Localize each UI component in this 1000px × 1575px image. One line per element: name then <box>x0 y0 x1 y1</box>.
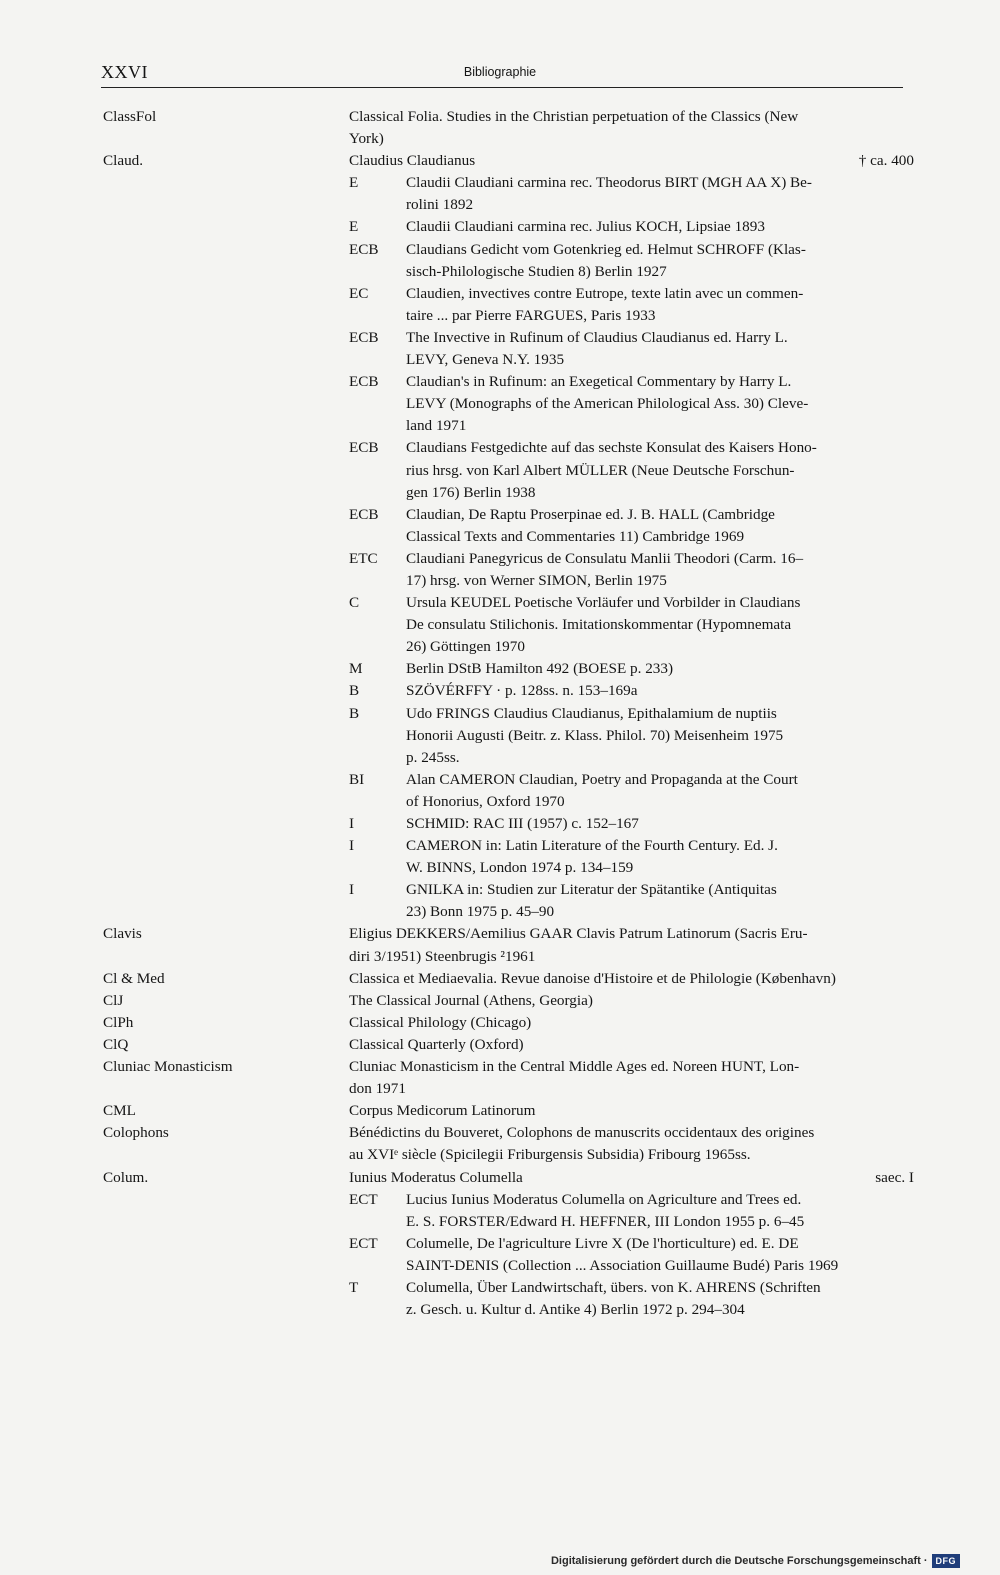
entry-main <box>349 1100 918 1122</box>
sub-entry-code: ECB <box>349 373 379 391</box>
entry-line: The Classical Journal (Athens, Georgia) <box>349 991 593 1009</box>
bib-entry <box>103 923 918 967</box>
entry-main <box>349 1056 918 1100</box>
sub-entry-line: Berlin DStB Hamilton 492 (BOESE p. 233) <box>406 660 674 678</box>
sub-entry-line: Udo FRINGS Claudius Claudianus, Epithalamium de nuptiis <box>406 704 777 722</box>
sub-entry <box>349 592 918 658</box>
sub-entry-line: taire ... par Pierre FARGUES, Paris 1933 <box>406 306 656 324</box>
sub-entry-line: Columella, Über Landwirtschaft, übers. von K. AHRENS (Schriften <box>406 1278 821 1296</box>
entry-main <box>349 1167 918 1189</box>
sub-entry <box>349 437 918 503</box>
bib-entry <box>103 1167 918 1322</box>
sub-entry-line: rius hrsg. von Karl Albert MÜLLER (Neue Deutsche Forschun- <box>406 461 795 479</box>
sub-entry <box>349 1233 918 1277</box>
sub-entry-line: Claudians Festgedichte auf das sechste Konsulat des Kaisers Hono- <box>406 439 817 457</box>
entry-main <box>349 106 918 150</box>
bib-entry <box>103 1122 918 1166</box>
sub-entry-code: I <box>349 837 355 855</box>
sub-entry-line: land 1971 <box>406 417 467 435</box>
entry-line: Iunius Moderatus Columella <box>349 1168 523 1186</box>
entry-key: Colophons <box>103 1124 169 1142</box>
dfg-logo: DFG <box>932 1554 961 1568</box>
entry-key: Cluniac Monasticism <box>103 1058 233 1076</box>
sub-entry-line: LEVY, Geneva N.Y. 1935 <box>406 351 565 369</box>
entry-key: ClassFol <box>103 108 157 125</box>
entry-line: Claudius Claudianus <box>349 152 476 170</box>
sub-entry-line: De consulatu Stilichonis. Imitationskommentar (Hypomnemata <box>406 616 792 634</box>
sub-entry <box>349 703 918 769</box>
entry-line: diri 3/1951) Steenbrugis ²1961 <box>349 947 536 965</box>
entry-line: York) <box>349 130 384 148</box>
bib-entry <box>103 1100 918 1122</box>
sub-entry-line: GNILKA in: Studien zur Literatur der Spätantike (Antiquitas <box>406 881 777 899</box>
sub-entry <box>349 658 918 680</box>
sub-entry-line: 23) Bonn 1975 p. 45–90 <box>406 903 555 921</box>
entry-main <box>349 990 918 1012</box>
sub-entry-code: E <box>349 174 359 192</box>
sub-entry-code: ECT <box>349 1190 378 1208</box>
sub-entry-code: ETC <box>349 549 378 567</box>
sub-entry-line: Claudian, De Raptu Proserpinae ed. J. B. HALL (Cambridge <box>406 505 775 523</box>
sub-entry-line: Classical Texts and Commentaries 11) Cambridge 1969 <box>406 527 745 545</box>
sub-entry-line: CAMERON in: Latin Literature of the Fourth Century. Ed. J. <box>406 837 778 855</box>
entry-line: Classical Quarterly (Oxford) <box>349 1035 524 1053</box>
sub-entry-line: Lucius Iunius Moderatus Columella on Agriculture and Trees ed. <box>406 1190 802 1208</box>
entry-key: ClQ <box>103 1035 129 1053</box>
sub-entry-line: sisch-Philologische Studien 8) Berlin 1927 <box>406 262 667 280</box>
sub-entry-line: SAINT-DENIS (Collection ... Association Guillaume Budé) Paris 1969 <box>406 1256 839 1274</box>
entry-key: Colum. <box>103 1168 149 1186</box>
sub-entry-line: 26) Göttingen 1970 <box>406 638 525 656</box>
sub-entry-code: M <box>349 660 363 678</box>
entry-line: don 1971 <box>349 1080 406 1098</box>
sub-entry-line: z. Gesch. u. Kultur d. Antike 4) Berlin 1972 p. 294–304 <box>406 1301 745 1319</box>
sub-entry-line: rolini 1892 <box>406 196 474 214</box>
entry-key: ClJ <box>103 991 124 1009</box>
sub-entry <box>349 1277 918 1321</box>
sub-entry-line: Alan CAMERON Claudian, Poetry and Propaganda at the Court <box>406 770 798 788</box>
sub-entry <box>349 835 918 879</box>
running-title: Bibliographie <box>463 65 537 79</box>
sub-entry <box>349 813 918 835</box>
sub-entry-line: Claudii Claudiani carmina rec. Theodorus BIRT (MGH AA X) Be- <box>406 174 812 192</box>
sub-entry-code: ECB <box>349 505 379 523</box>
sub-entry-code: T <box>349 1278 359 1296</box>
entry-main <box>349 968 918 990</box>
entry-main <box>349 1034 918 1056</box>
sub-entry-code: ECB <box>349 240 379 258</box>
sub-entry <box>349 504 918 548</box>
sub-entry-line: Columelle, De l'agriculture Livre X (De l'horticulture) ed. E. DE <box>406 1234 799 1252</box>
entry-line: Eligius DEKKERS/Aemilius GAAR Clavis Patrum Latinorum (Sacris Eru- <box>349 925 808 943</box>
footer-text: Digitalisierung gefördert durch die Deutsche Forschungsgemeinschaft · <box>550 1555 928 1567</box>
entry-line: au XVIᵉ siècle (Spicilegii Friburgensis Subsidia) Fribourg 1965ss. <box>349 1146 751 1164</box>
sub-entry-line: Claudii Claudiani carmina rec. Julius KOCH, Lipsiae 1893 <box>406 218 765 236</box>
sub-entry <box>349 1189 918 1233</box>
sub-entry-code: C <box>349 594 360 612</box>
sub-entry-line: Claudien, invectives contre Eutrope, texte latin avec un commen- <box>406 284 804 302</box>
sub-entry-line: LEVY (Monographs of the American Philological Ass. 30) Cleve- <box>406 395 809 413</box>
sub-entry-code: ECB <box>349 439 379 457</box>
sub-entry <box>349 371 918 437</box>
bibliography-list <box>103 106 918 1321</box>
entry-key: ClPh <box>103 1013 134 1031</box>
sub-entry-line: The Invective in Rufinum of Claudius Claudianus ed. Harry L. <box>406 328 788 346</box>
sub-entry-code: E <box>349 218 359 236</box>
sub-entry-line: gen 176) Berlin 1938 <box>406 483 536 501</box>
sub-entry <box>349 548 918 592</box>
bib-entry <box>103 106 918 150</box>
bib-entry <box>103 1034 918 1056</box>
sub-entry <box>349 216 918 238</box>
entry-key: Clavis <box>103 925 142 943</box>
sub-entry <box>349 680 918 702</box>
sub-entry-line: SZÖVÉRFFY · p. 128ss. n. 153–169a <box>406 682 638 700</box>
sub-entry <box>349 879 918 923</box>
entry-main <box>349 923 918 967</box>
entry-main <box>349 150 918 172</box>
entry-line: Classical Philology (Chicago) <box>349 1013 532 1031</box>
sub-entry <box>349 239 918 283</box>
sub-entry-code: ECB <box>349 328 379 346</box>
sub-entry-line: p. 245ss. <box>406 748 460 766</box>
bib-entry <box>103 1012 918 1034</box>
entry-main <box>349 1012 918 1034</box>
header-rule <box>101 87 903 88</box>
bib-entry <box>103 1056 918 1100</box>
sub-entry-line: Honorii Augusti (Beitr. z. Klass. Philol. 70) Meisenheim 1975 <box>406 726 784 744</box>
bib-entry <box>103 990 918 1012</box>
bib-entry <box>103 968 918 990</box>
sub-entry-line: Ursula KEUDEL Poetische Vorläufer und Vorbilder in Claudians <box>406 594 801 612</box>
footer-credit <box>551 1554 960 1568</box>
sub-entry-code: I <box>349 881 355 899</box>
entry-line: Classica et Mediaevalia. Revue danoise d'Histoire et de Philologie (København) <box>349 969 836 987</box>
entry-date: † ca. 400 <box>858 152 914 170</box>
sub-entry-line: Claudians Gedicht vom Gotenkrieg ed. Helmut SCHROFF (Klas- <box>406 240 806 258</box>
sub-entry-line: Claudiani Panegyricus de Consulatu Manlii Theodori (Carm. 16– <box>406 549 804 567</box>
sub-entry-code: I <box>349 815 355 832</box>
sub-entry-line: E. S. FORSTER/Edward H. HEFFNER, III London 1955 p. 6–45 <box>406 1212 805 1230</box>
entry-line: Cluniac Monasticism in the Central Middle Ages ed. Noreen HUNT, Lon- <box>349 1058 800 1076</box>
entry-line: Classical Folia. Studies in the Christian perpetuation of the Classics (New <box>349 108 799 125</box>
entry-date: saec. I <box>875 1168 914 1186</box>
page-number: XXVI <box>101 62 148 82</box>
entry-key: Claud. <box>103 152 144 170</box>
sub-entry-line: W. BINNS, London 1974 p. 134–159 <box>406 859 634 877</box>
sub-entry-line: SCHMID: RAC III (1957) c. 152–167 <box>406 815 639 832</box>
bib-entry <box>103 150 918 923</box>
sub-entry <box>349 769 918 813</box>
sub-entry <box>349 327 918 371</box>
entry-line: Corpus Medicorum Latinorum <box>349 1102 536 1120</box>
entry-line: Bénédictins du Bouveret, Colophons de manuscrits occidentaux des origines <box>349 1124 815 1142</box>
entry-main <box>349 1122 918 1166</box>
sub-entry-line: 17) hrsg. von Werner SIMON, Berlin 1975 <box>406 571 667 589</box>
sub-entry-code: B <box>349 682 360 700</box>
sub-entry <box>349 283 918 327</box>
entry-key: Cl & Med <box>103 969 165 987</box>
sub-entry-code: EC <box>349 284 369 302</box>
sub-entry-code: BI <box>349 770 365 788</box>
sub-entry-line: of Honorius, Oxford 1970 <box>406 792 565 810</box>
sub-entry-code: ECT <box>349 1234 378 1252</box>
entry-key: CML <box>103 1102 136 1120</box>
sub-entry <box>349 172 918 216</box>
sub-entry-line: Claudian's in Rufinum: an Exegetical Commentary by Harry L. <box>406 373 792 391</box>
sub-entry-code: B <box>349 704 360 722</box>
